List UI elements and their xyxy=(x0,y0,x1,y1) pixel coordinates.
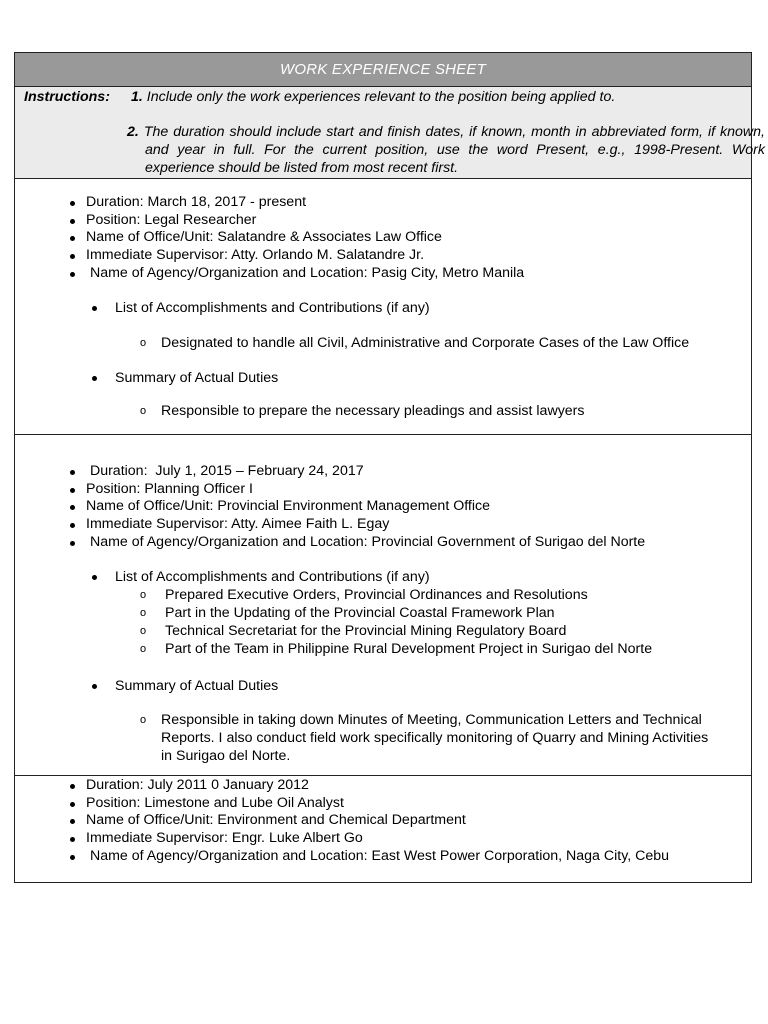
instruction-2-text: The duration should include start and finish dates, if known, month in abbreviated form, if known, and year in full. For the current position, use the word Present, e.g., 1998-Present. Work experience should be listed from most recent first. xyxy=(143,124,765,176)
detail-office: Name of Office/Unit: Salatandre & Associates Law Office xyxy=(15,229,751,247)
accomplishments-list xyxy=(15,586,751,658)
instruction-2-number: 2. xyxy=(127,124,139,140)
detail-agency: Name of Agency/Organization and Location: Provincial Government of Surigao del Norte xyxy=(15,534,751,552)
accomplishment-item: o Part of the Team in Philippine Rural Development Project in Surigao del Norte xyxy=(15,640,745,658)
detail-agency: Name of Agency/Organization and Location: East West Power Corporation, Naga City, Cebu xyxy=(15,848,751,866)
detail-supervisor: Immediate Supervisor: Engr. Luke Albert Go xyxy=(15,830,751,848)
work-experience-sheet xyxy=(14,52,765,883)
detail-supervisor: Immediate Supervisor: Atty. Orlando M. Salatandre Jr. xyxy=(15,247,751,265)
detail-position: Position: Planning Officer I xyxy=(15,481,751,499)
entry-1-details xyxy=(15,194,751,283)
detail-position: Position: Legal Researcher xyxy=(15,212,751,230)
detail-agency: Name of Agency/Organization and Location: Pasig City, Metro Manila xyxy=(15,265,751,283)
detail-duration: Duration: July 2011 0 January 2012 xyxy=(15,777,751,795)
duty-item: o Responsible in taking down Minutes of Meeting, Communication Letters and Technical Reports. I also conduct field work specifically monitoring of Quarry and Mining Activities in Surigao del Norte. xyxy=(15,711,721,765)
entry-2-details xyxy=(15,463,751,552)
duties-list xyxy=(15,402,751,420)
accomplishment-item: o Prepared Executive Orders, Provincial Ordinances and Resolutions xyxy=(15,586,745,604)
detail-office: Name of Office/Unit: Environment and Chemical Department xyxy=(15,812,751,830)
instruction-1 xyxy=(131,88,615,106)
detail-duration: Duration: July 1, 2015 – February 24, 2017 xyxy=(15,463,751,481)
duties-heading: Summary of Actual Duties xyxy=(15,677,751,695)
duty-item: o Responsible to prepare the necessary pleadings and assist lawyers xyxy=(15,402,741,420)
instruction-1-number: 1. xyxy=(131,89,143,105)
detail-supervisor: Immediate Supervisor: Atty. Aimee Faith L. Egay xyxy=(15,516,751,534)
duties-heading: Summary of Actual Duties xyxy=(15,369,751,387)
duties-list xyxy=(15,711,751,765)
instructions-box xyxy=(15,87,765,179)
detail-duration: Duration: March 18, 2017 - present xyxy=(15,194,751,212)
detail-office: Name of Office/Unit: Provincial Environment Management Office xyxy=(15,498,751,516)
experience-entry-3 xyxy=(15,776,751,882)
experience-entry-1 xyxy=(15,179,751,435)
accomplishments-list xyxy=(15,334,751,352)
sheet-title: WORK EXPERIENCE SHEET xyxy=(15,53,751,87)
detail-position: Position: Limestone and Lube Oil Analyst xyxy=(15,795,751,813)
instruction-2 xyxy=(127,123,765,177)
experience-entry-2 xyxy=(15,435,751,776)
accomplishment-item: o Part in the Updating of the Provincial Coastal Framework Plan xyxy=(15,604,745,622)
accomplishments-heading: List of Accomplishments and Contributions (if any) xyxy=(15,568,751,586)
entry-3-details xyxy=(15,777,751,866)
accomplishment-item: o Technical Secretariat for the Provincial Mining Regulatory Board xyxy=(15,622,745,640)
accomplishments-heading: List of Accomplishments and Contributions (if any) xyxy=(15,299,751,317)
instruction-1-text: Include only the work experiences relevant to the position being applied to. xyxy=(146,89,616,105)
accomplishment-item: o Designated to handle all Civil, Administrative and Corporate Cases of the Law Office xyxy=(15,334,768,352)
instructions-label: Instructions: xyxy=(24,89,110,105)
